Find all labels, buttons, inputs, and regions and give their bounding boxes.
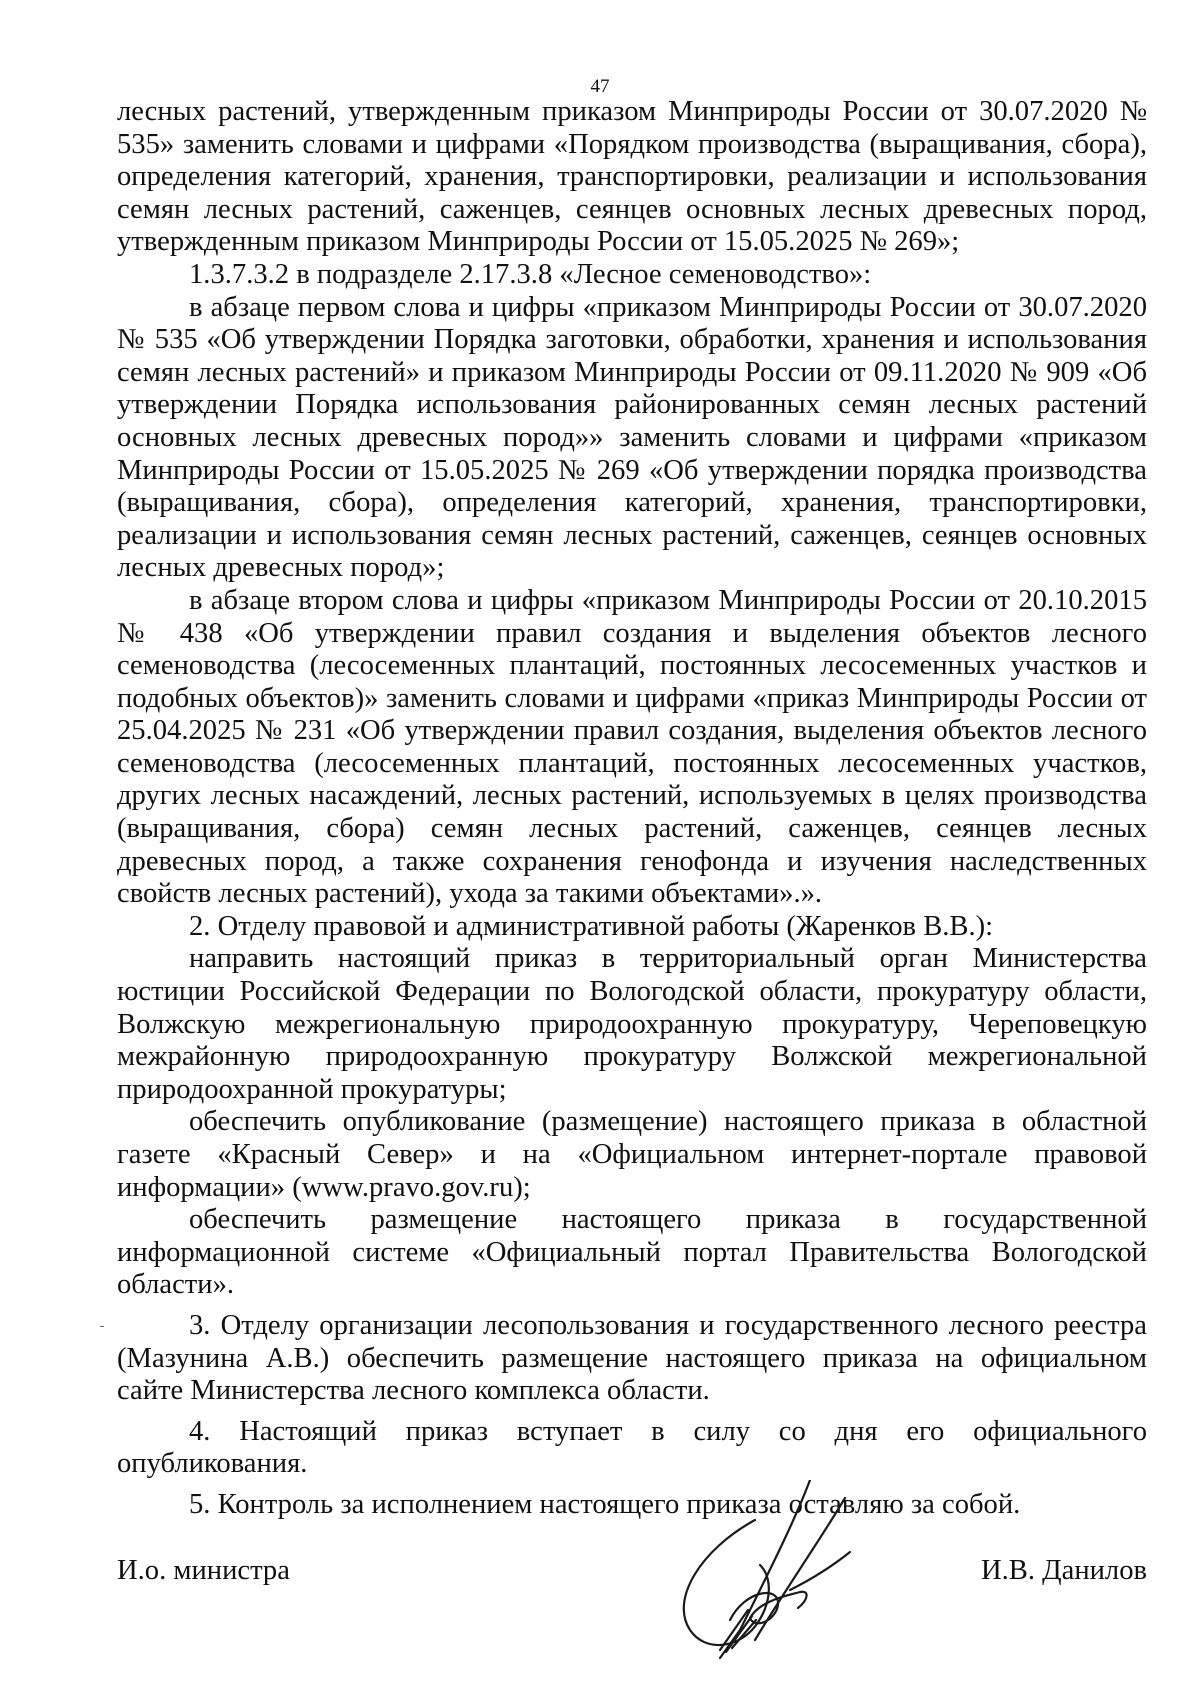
- signature-block: [117, 1555, 1147, 1595]
- paragraph-subsection-heading: 1.3.7.3.2 в подразделе 2.17.3.8 «Лесное семеноводство»:: [189, 258, 872, 290]
- paragraph-item-4: 4. Настоящий приказ вступает в силу со дня его официального опубликования.: [117, 1415, 1147, 1480]
- paragraph-item-3: 3. Отделу организации лесопользования и государственного лесного реестра (Мазунина А.В.) обеспечить размещение настоящего приказа на официальном сайте Министерства лесного комплекса области.: [117, 1309, 1147, 1407]
- paragraph-publish-order: обеспечить опубликование (размещение) настоящего приказа в областной газете «Красный Север» и на «Официальном интернет-портале правовой информации» (www.pravo.gov.ru);: [117, 1106, 1147, 1203]
- paragraph-send-order: направить настоящий приказ в территориальный орган Министерства юстиции Российской Федерации по Вологодской области, прокуратуру области, Волжскую межрегиональную природоохранную прокуратуру, Череповецкую межрайонную природоохранную прокуратуру Волжской межрегиональной природоохранной прокуратуры;: [117, 943, 1147, 1105]
- paragraph-portal-placement: обеспечить размещение настоящего приказа в государственной информационной системе «Официальный портал Правительства Вологодской области».: [117, 1204, 1147, 1301]
- signer-name: И.В. Данилов: [980, 1555, 1147, 1586]
- page-number: 47: [590, 76, 610, 97]
- paragraph-item-5: 5. Контроль за исполнением настоящего приказа оставляю за собой.: [189, 1488, 1021, 1520]
- paragraph-first-abzac-change: в абзаце первом слова и цифры «приказом Минприроды России от 30.07.2020 № 535 «Об утверждении Порядка заготовки, обработки, хранения и использования семян лесных растений» и приказом Минприроды России от 09.11.2020 № 909 «Об утверждении Порядка использования районированных семян лесных растений основных лесных древесных пород»» заменить словами и цифрами «приказом Минприроды России от 15.05.2025 № 269 «Об утверждении порядка производства (выращивания, сбора), определения категорий, хранения, транспортировки, реализации и использования семян лесных растений, саженцев, сеянцев основных лесных древесных пород»;: [117, 291, 1147, 584]
- document-body: [117, 96, 1147, 1522]
- paragraph-second-abzac-change: в абзаце втором слова и цифры «приказом Минприроды России от 20.10.2015 № 438 «Об утверждении правил создания и выделения объектов лесного семеноводства (лесосеменных плантаций, постоянных лесосеменных участков и подобных объектов)» заменить словами и цифрами «приказ Минприроды России от 25.04.2025 № 231 «Об утверждении правил создания, выделения объектов лесного семеноводства (лесосеменных плантаций, постоянных лесосеменных участков, других лесных насаждений, лесных растений, используемых в целях производства (выращивания, сбора) семян лесных растений, саженцев, сеянцев лесных древесных пород, а также сохранения генофонда и изучения наследственных свойств лесных растений), ухода за такими объектами».».: [117, 584, 1147, 910]
- paragraph-continuation: лесных растений, утвержденным приказом Минприроды России от 30.07.2020 № 535» заменить словами и цифрами «Порядком производства (выращивания, сбора), определения категорий, хранения, транспортировки, реализации и использования семян лесных растений, саженцев, сеянцев основных лесных древесных пород, утвержденным приказом Минприроды России от 15.05.2025 № 269»;: [117, 96, 1147, 258]
- scan-artifact-mark: [100, 1326, 104, 1327]
- paragraph-item-2: 2. Отделу правовой и административной работы (Жаренков В.В.):: [189, 910, 994, 942]
- signer-title: И.о. министра: [117, 1555, 290, 1586]
